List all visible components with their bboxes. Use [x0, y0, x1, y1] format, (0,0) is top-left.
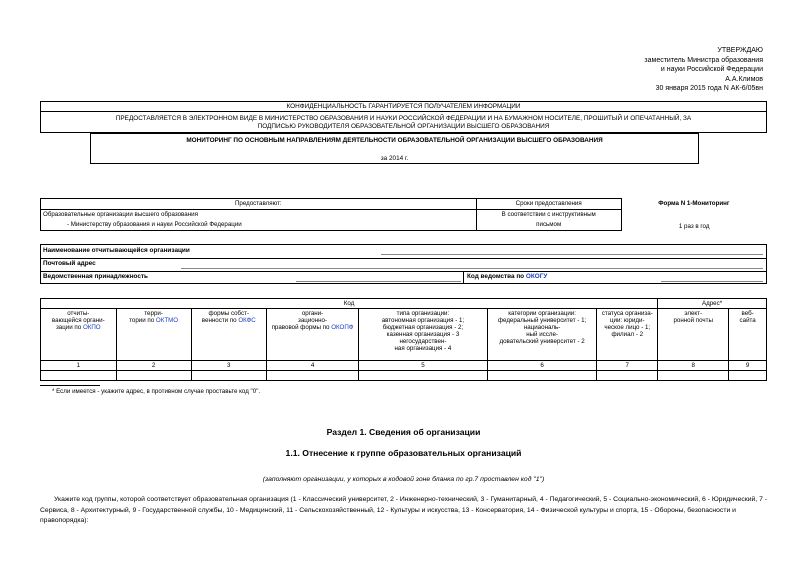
org-cat-l2: федеральный университет - 1;	[497, 317, 587, 324]
org-type-l1: типа организации:	[396, 310, 450, 317]
provision-header-term: Сроки предоставления	[476, 199, 621, 210]
provision-term	[476, 210, 621, 231]
code-value-5[interactable]	[359, 371, 488, 381]
code-value-2[interactable]	[116, 371, 191, 381]
org-address-label: Почтовый адрес	[43, 260, 96, 267]
approval-title: УТВЕРЖДАЮ	[717, 47, 763, 54]
submission-text: ПРЕДОСТАВЛЯЕТСЯ В ЭЛЕКТРОННОМ ВИДЕ В МИНИСТЕРСТВО ОБРАЗОВАНИЯ И НАУКИ РОССИЙСКОЙ ФЕДЕРАЦИИ И НА БУМАЖНОМ НОСИТЕЛЕ, ПРОШИТЫЙ И ОПЕЧАТАННЫЙ, ЗА ПОДПИСЬЮ РУКОВОДИТЕЛЯ ОБРАЗОВАТЕЛЬНОЙ ОРГАНИЗАЦИИ ВЫСШЕГО ОБРАЗОВАНИЯ	[115, 115, 692, 130]
subsection-title: 1.1. Отнесение к группе образовательных организаций	[285, 448, 522, 458]
code-value-3[interactable]	[191, 371, 266, 381]
code-okpo	[41, 309, 117, 361]
email-l1: элект-	[684, 310, 703, 317]
org-divider-1	[41, 258, 766, 259]
code-okfs-l2: венности по	[201, 317, 239, 324]
col-num-3: 3	[191, 361, 266, 371]
footnote-rule	[40, 385, 100, 386]
col-num-8: 8	[658, 361, 729, 371]
col-num-7: 7	[597, 361, 658, 371]
approval-name: А.А.Климов	[725, 75, 763, 83]
website-l2: сайта	[739, 317, 756, 324]
org-status-l1: статуса организа-	[601, 310, 653, 317]
code-email	[658, 309, 729, 361]
org-cat-l1: категории организации:	[508, 310, 576, 317]
instruction: (заполняют организации, у которых в кодовой зоне бланка по гр.7 проставлен код "1")	[262, 476, 545, 483]
code-value-1[interactable]	[41, 371, 117, 381]
provision-who	[41, 210, 477, 231]
org-address-line	[181, 268, 763, 269]
org-cat-l3: нациаональ-	[523, 324, 561, 331]
okogu-label	[467, 273, 547, 280]
org-type-l5: негосударствен-	[399, 338, 447, 345]
provision-header-who: Предоставляют:	[41, 199, 477, 210]
org-type-l4: казенная организация - 3	[386, 331, 460, 338]
submission-banner	[40, 111, 767, 133]
code-value-4[interactable]	[266, 371, 358, 381]
form-name: Форма N 1-Мониторинг	[658, 199, 730, 207]
org-name-label: Наименование отчитывающейся организации	[43, 247, 190, 254]
provision-term-line2: письмом	[536, 221, 562, 228]
code-oktmo-l1: терри-	[144, 310, 163, 317]
org-status-l2: ции: юриди-	[609, 317, 645, 324]
code-okpo-l3: зации по	[55, 324, 83, 331]
org-cat-l4: ный иссле-	[526, 331, 558, 338]
org-divider-3	[463, 271, 464, 284]
okogu-line	[661, 281, 763, 282]
monitoring-box	[90, 133, 699, 164]
website-l1: веб-	[741, 310, 754, 317]
code-okopf-l2: зационно-	[298, 317, 328, 324]
code-okopf-l3: правовой формы по	[271, 324, 332, 331]
section-title: Раздел 1. Сведения об организации	[326, 427, 481, 437]
code-org-status	[597, 309, 658, 361]
code-oktmo-l2: тории по	[129, 317, 156, 324]
col-num-2: 2	[116, 361, 191, 371]
org-info-box	[40, 244, 767, 284]
okogu-prefix: Код ведомства по	[467, 273, 526, 280]
email-l2: ронной почты	[673, 317, 713, 324]
code-value-6[interactable]	[487, 371, 597, 381]
col-num-5: 5	[359, 361, 488, 371]
code-okfs	[191, 309, 266, 361]
code-website	[729, 309, 767, 361]
org-type-l3: бюджетная организация - 2;	[382, 324, 464, 331]
approval-date: 30 января 2015 года N АК-6/05вн	[655, 85, 763, 93]
approval-ministry: и науки Российской Федерации	[660, 66, 763, 74]
code-oktmo	[116, 309, 191, 361]
provision-who-line2: - Министерству образования и науки Российской Федерации	[67, 221, 242, 228]
provision-term-line1: В соответствии с инструктивным	[501, 211, 596, 218]
okpo-link[interactable]: ОКПО	[82, 324, 101, 331]
code-okopf	[266, 309, 358, 361]
code-value-9[interactable]	[729, 371, 767, 381]
code-okfs-l1: формы собст-	[208, 310, 250, 317]
code-org-type	[359, 309, 488, 361]
org-affiliation-label: Ведомственная принадлежность	[43, 273, 148, 280]
org-cat-l5: довательский университет - 2	[499, 338, 585, 345]
codes-header-code: Код	[41, 299, 658, 309]
code-okopf-l1: органи-	[301, 310, 324, 317]
monitoring-year: за 2014 г.	[380, 155, 409, 162]
oktmo-link[interactable]: ОКТМО	[155, 317, 179, 324]
org-status-l4: филиал - 2	[611, 331, 644, 338]
monitoring-title: МОНИТОРИНГ ПО ОСНОВНЫМ НАПРАВЛЕНИЯМ ДЕЯТЕЛЬНОСТИ ОБРАЗОВАТЕЛЬНОЙ ОРГАНИЗАЦИИ ВЫСШЕГО ОБРАЗОВАНИЯ	[186, 137, 603, 144]
col-num-6: 6	[487, 361, 597, 371]
approval-position: заместитель Министра образования	[644, 56, 763, 64]
confidential-text: КОНФИДЕНЦИАЛЬНОСТЬ ГАРАНТИРУЕТСЯ ПОЛУЧАТЕЛЕМ ИНФОРМАЦИИ	[286, 103, 521, 110]
okfs-link[interactable]: ОКФС	[238, 317, 256, 324]
provision-frequency: 1 раз в год	[678, 222, 710, 230]
org-affiliation-line	[296, 281, 461, 282]
code-value-7[interactable]	[597, 371, 658, 381]
col-num-9: 9	[729, 361, 767, 371]
org-type-l2: автономная организация - 1;	[381, 317, 465, 324]
provision-who-line1: Образовательные организации высшего образования	[43, 211, 198, 218]
org-type-l6: ная организация - 4	[394, 345, 452, 352]
group-paragraph: Укажите код группы, которой соответствует образовательная организация (1 - Классический университет, 2 - Инженерно-технический, 3 - Гуманитарный, 4 - Педагогический, 5 - Социально-экономический, 6 - Юридический, 7 - Сервиса, 8 - Архитектурный, 9 - Государственной службы, 10 - Медицинский, 11 - Сельскохозяйственный, 12 - Культуры и искусства, 13 - Консерватория, 14 - Физической культуры и спорта, 15 - Обороны, безопасности и правопорядка):	[40, 496, 768, 524]
okogu-link[interactable]: ОКОГУ	[525, 273, 548, 280]
code-okpo-l2: вающейся органи-	[51, 317, 105, 324]
okopf-link[interactable]: ОКОПФ	[331, 324, 354, 331]
code-org-category	[487, 309, 597, 361]
code-okpo-l1: отчиты-	[67, 310, 90, 317]
code-value-8[interactable]	[658, 371, 729, 381]
org-name-line	[381, 254, 763, 255]
col-num-1: 1	[41, 361, 117, 371]
org-status-l3: ческое лицо - 1;	[604, 324, 651, 331]
footnote: * Если имеется - укажите адрес, в противном случае проставьте код "0".	[52, 388, 261, 395]
org-divider-2	[41, 271, 766, 272]
codes-table	[40, 298, 767, 381]
col-num-4: 4	[266, 361, 358, 371]
codes-header-address: Адрес*	[658, 299, 767, 309]
provision-table	[40, 198, 767, 231]
approval-block	[644, 46, 763, 94]
